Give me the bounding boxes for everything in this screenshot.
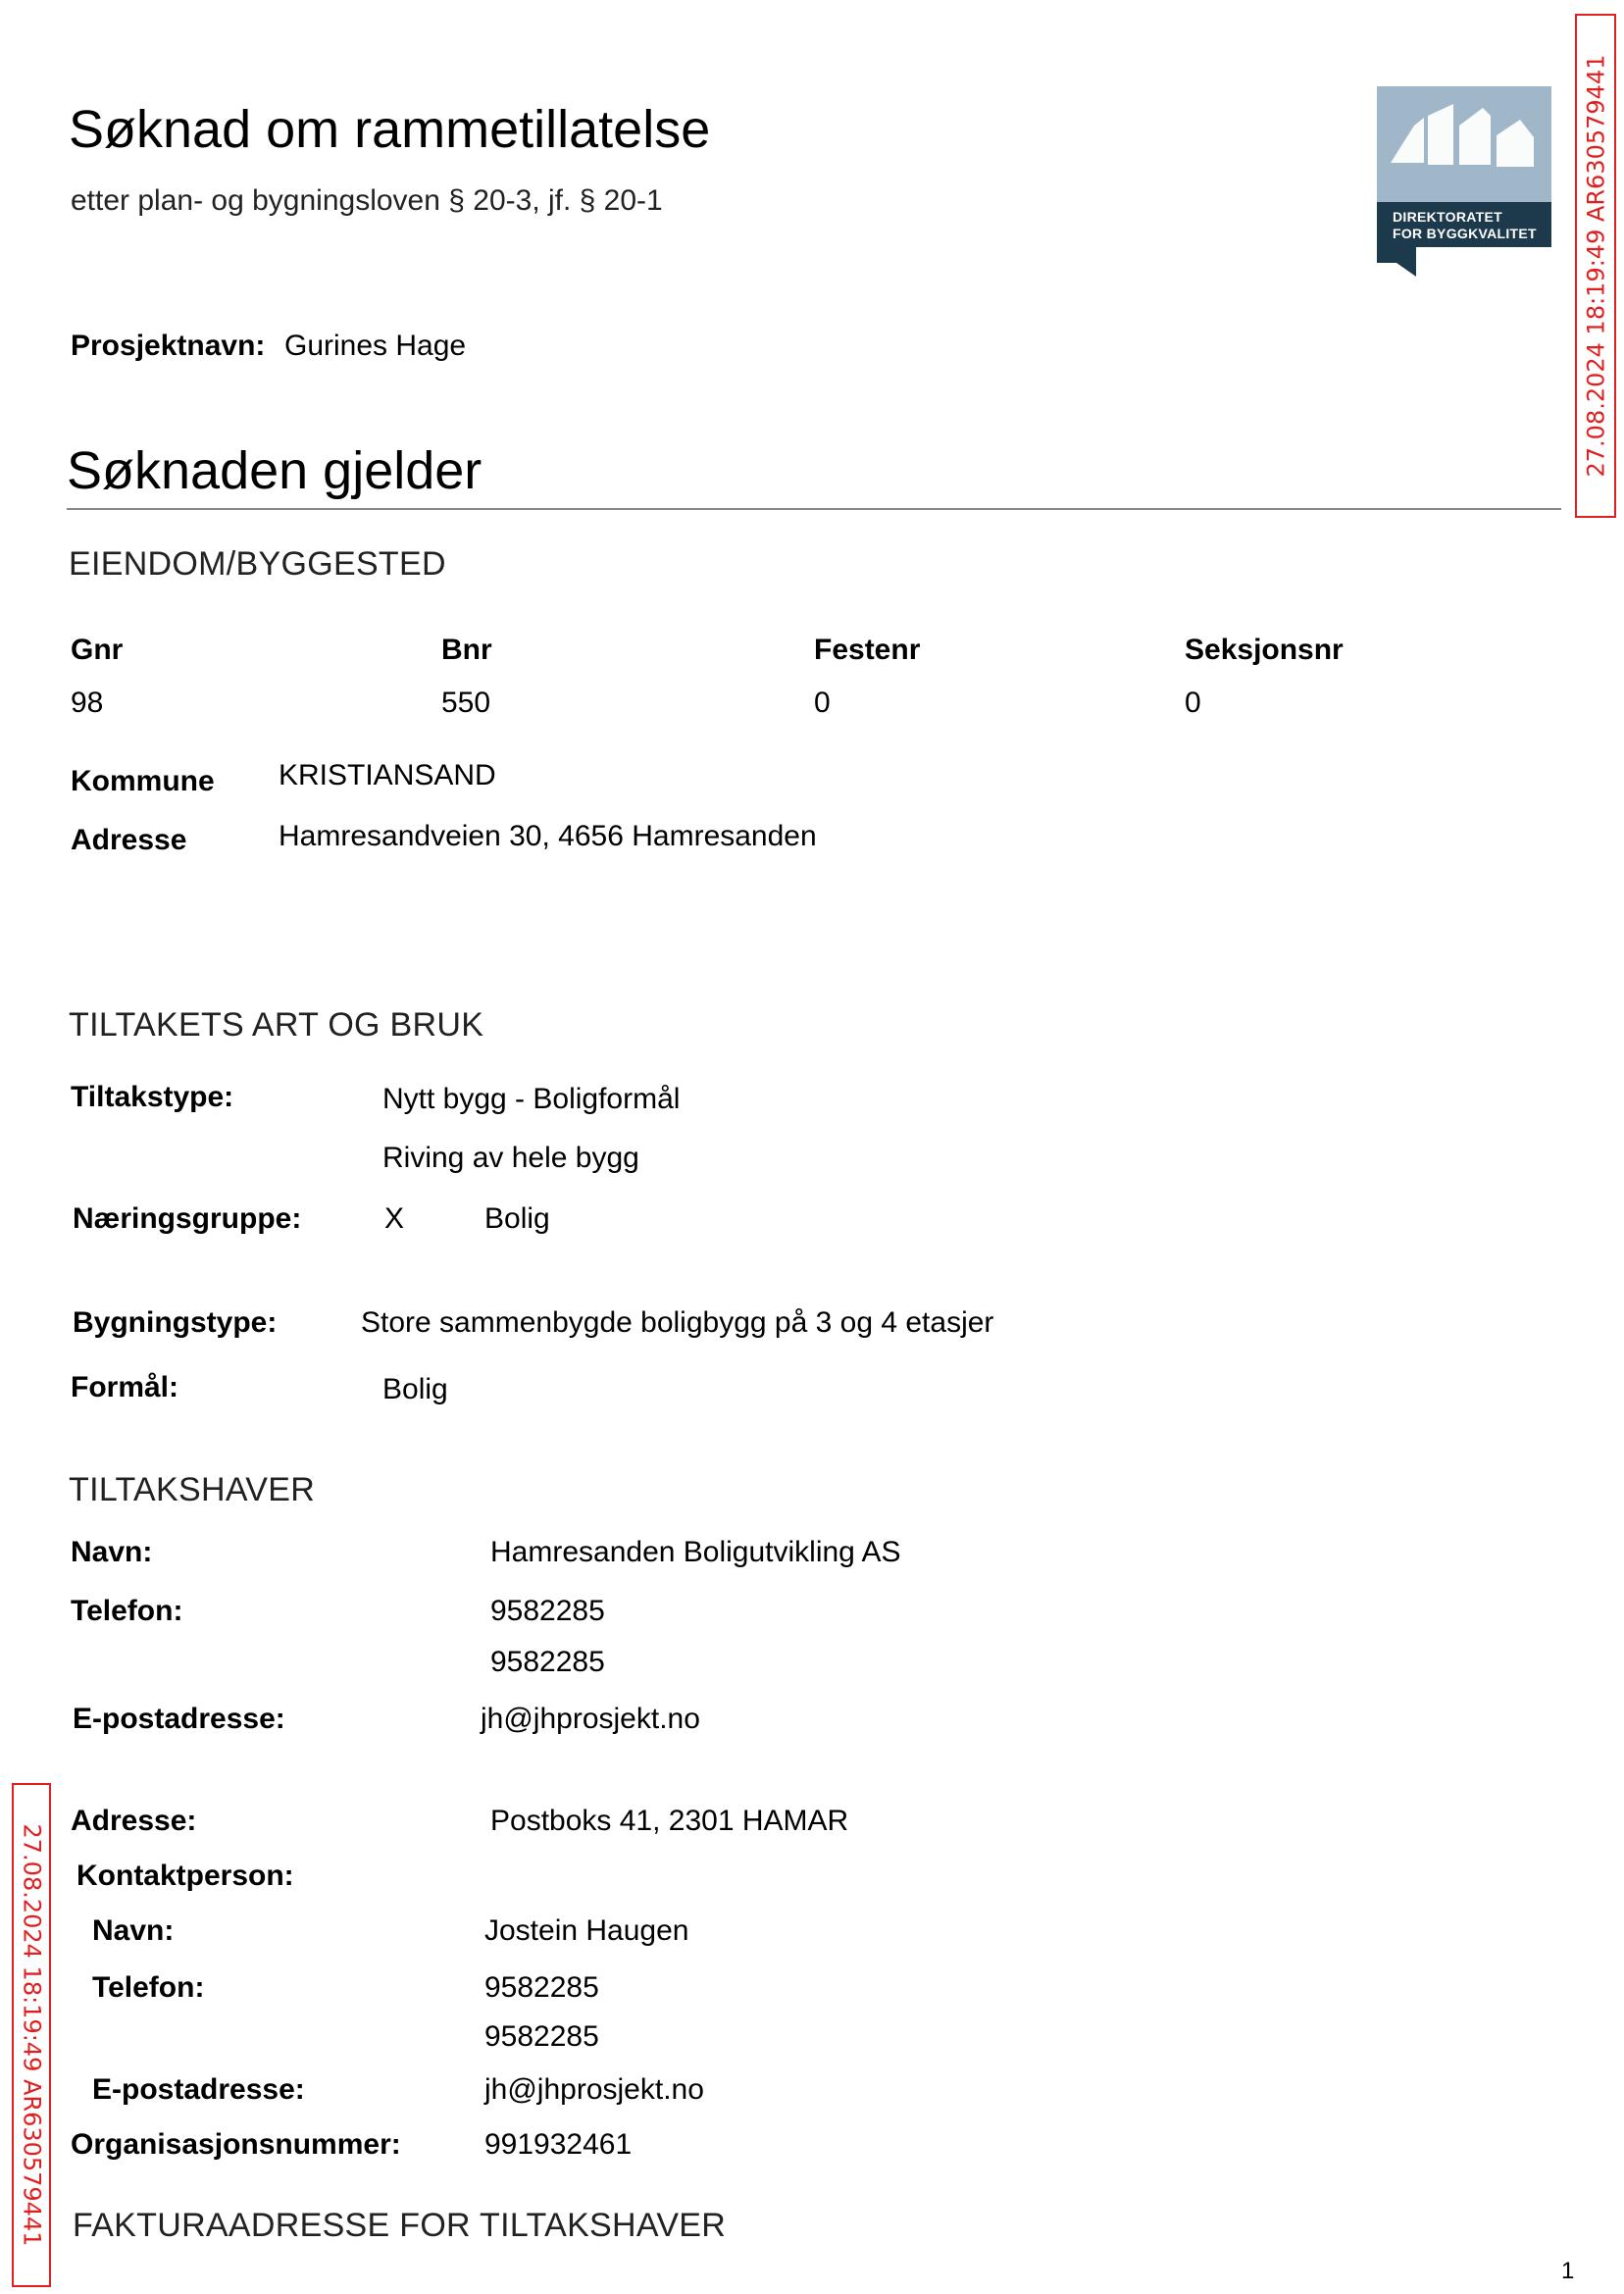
bygningstype-label: Bygningstype:: [73, 1306, 278, 1339]
kommune-value: KRISTIANSAND: [279, 759, 496, 791]
kontakt-telefon-label: Telefon:: [92, 1971, 205, 2004]
bnr-value: 550: [441, 687, 491, 719]
bygningstype-value: Store sammenbygde boligbygg på 3 og 4 etasjer: [361, 1306, 994, 1339]
tiltakshaver-adresse-value: Postboks 41, 2301 HAMAR: [490, 1805, 849, 1837]
kontakt-epost-label: E-postadresse:: [92, 2073, 305, 2106]
section-title: Søknaden gjelder: [67, 441, 482, 500]
tiltakstype-value-1: Nytt bygg - Boligformål: [382, 1083, 681, 1115]
seksjonsnr-value: 0: [1185, 687, 1201, 719]
eiendom-heading: EIENDOM/BYGGESTED: [69, 545, 446, 583]
section-divider: [67, 508, 1561, 510]
adresse-label: Adresse: [71, 824, 187, 856]
kontakt-epost-value: jh@jhprosjekt.no: [484, 2073, 704, 2106]
seksjonsnr-label: Seksjonsnr: [1185, 634, 1344, 666]
bnr-label: Bnr: [441, 634, 492, 666]
naeringsgruppe-value: Bolig: [484, 1202, 550, 1235]
project-name-label: Prosjektnavn:: [71, 330, 266, 362]
tiltakshaver-epost-label: E-postadresse:: [73, 1703, 285, 1735]
orgnr-label: Organisasjonsnummer:: [71, 2128, 401, 2161]
tiltakshaver-telefon-1: 9582285: [490, 1595, 605, 1627]
formal-label: Formål:: [71, 1371, 179, 1403]
kontakt-telefon-2: 9582285: [484, 2020, 599, 2053]
tiltakshaver-navn-value: Hamresanden Boligutvikling AS: [490, 1536, 901, 1568]
kontakt-navn-label: Navn:: [92, 1914, 175, 1947]
kontakt-telefon-1: 9582285: [484, 1971, 599, 2004]
document-title: Søknad om rammetillatelse: [69, 100, 711, 159]
dibk-logo-text: DIREKTORATET FOR BYGGKVALITET: [1393, 209, 1537, 241]
naeringsgruppe-label: Næringsgruppe:: [73, 1202, 302, 1235]
tiltakstype-label: Tiltakstype:: [71, 1081, 234, 1113]
building-logo-icon: [1377, 86, 1551, 277]
orgnr-value: 991932461: [484, 2128, 633, 2161]
festenr-label: Festenr: [814, 634, 921, 666]
naeringsgruppe-code: X: [384, 1202, 405, 1235]
project-name-value: Gurines Hage: [284, 330, 467, 362]
tiltakshaver-navn-label: Navn:: [71, 1536, 153, 1568]
dibk-logo: [1377, 86, 1551, 277]
page-number: 1: [1561, 2258, 1575, 2284]
tiltak-heading: TILTAKETS ART OG BRUK: [69, 1006, 484, 1044]
tiltakshaver-telefon-2: 9582285: [490, 1646, 605, 1678]
gnr-value: 98: [71, 687, 104, 719]
document-subtitle: etter plan- og bygningsloven § 20-3, jf. § 20-1: [71, 184, 663, 217]
kontaktperson-label: Kontaktperson:: [76, 1860, 294, 1892]
kommune-label: Kommune: [71, 765, 215, 797]
kontakt-navn-value: Jostein Haugen: [484, 1914, 689, 1947]
gnr-label: Gnr: [71, 634, 124, 666]
tiltakshaver-heading: TILTAKSHAVER: [69, 1471, 316, 1508]
tiltakshaver-epost-value: jh@jhprosjekt.no: [481, 1703, 700, 1735]
faktura-heading: FAKTURAADRESSE FOR TILTAKSHAVER: [73, 2207, 727, 2244]
timestamp-stamp-bottom: 27.08.2024 18:19:49 AR630579441: [12, 1783, 51, 2287]
tiltakshaver-adresse-label: Adresse:: [71, 1805, 197, 1837]
adresse-value: Hamresandveien 30, 4656 Hamresanden: [279, 820, 817, 852]
timestamp-stamp-top: 27.08.2024 18:19:49 AR630579441: [1575, 14, 1616, 518]
tiltakstype-value-2: Riving av hele bygg: [382, 1142, 639, 1174]
tiltakshaver-telefon-label: Telefon:: [71, 1595, 183, 1627]
festenr-value: 0: [814, 687, 831, 719]
formal-value: Bolig: [382, 1373, 448, 1405]
